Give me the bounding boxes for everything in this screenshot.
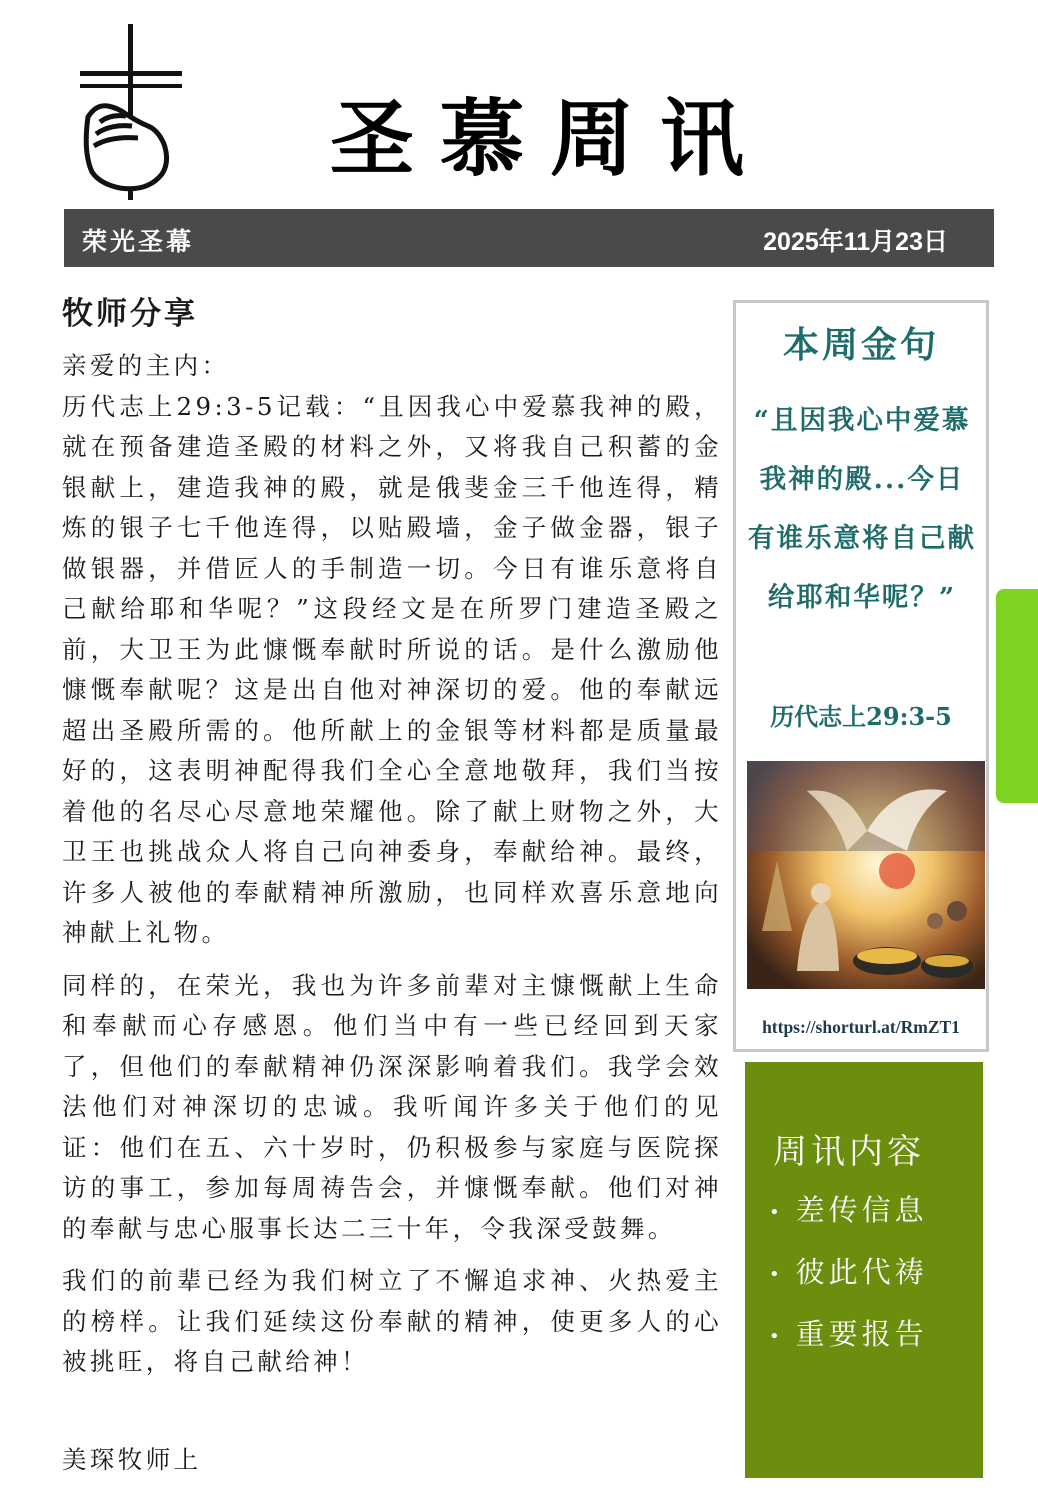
side-tab [996,589,1038,803]
article-paragraph: 历代志上29:3-5记载：“且因我心中爱慕我神的殿，就在预备建造圣殿的材料之外，又将我自己积蓄的金银献上，建造我神的殿，就是俄斐金三千他连得，精炼的银子七千他连得，以贴殿墙，金子做金器，银子做银器，并借匠人的手制造一切。今日有谁乐意将自己献给耶和华呢？”这段经文是在所罗门建造圣殿之前，大卫王为此慷慨奉献时所说的话。是什么激励他慷慨奉献呢？这是出自他对神深切的爱。他的奉献远超出圣殿所需的。他所献上的金银等材料都是质量最好的，这表明神配得我们全心全意地敬拜，我们当按着他的名尽心尽意地荣耀他。除了献上财物之外，大卫王也挑战众人将自己向神委身，奉献给神。最终，许多人被他的奉献精神所激励，也同样欢喜乐意地向神献上礼物。 [62,391,722,947]
weekly-verse-box [733,300,989,1052]
article-signature: 美琛牧师上 [62,1445,202,1474]
article-greeting: 亲爱的主内： [62,351,230,380]
contents-box [745,1062,983,1478]
contents-heading: 周讯内容 [773,1132,925,1172]
contents-item: • 重要报告 [769,1317,928,1351]
newsletter-title: 圣慕周讯 [330,89,771,188]
verse-heading: 本周金句 [782,324,939,366]
article-heading: 牧师分享 [62,296,198,332]
header-banner [64,209,994,267]
article-body [62,346,722,1395]
bullet-icon: • [769,1325,784,1347]
article-paragraph: 我们的前辈已经为我们树立了不懈追求神、火热爱主的榜样。让我们延续这份奉献的精神，使更多人的心被挑旺，将自己献给神！ [62,1266,722,1376]
article-paragraph: 同样的，在荣光，我也为许多前辈对主慷慨献上生命和奉献而心存感恩。他们当中有一些已经回到天家了，但他们的奉献精神仍深深影响着我们。我学会效法他们对神深切的忠诚。我听闻许多关于他们的见证：他们在五、六十岁时，仍积极参与家庭与医院探访的事工，参加每周祷告会，并慷慨奉献。他们对神的奉献与忠心服事长达二三十年，令我深受鼓舞。 [62,970,722,1243]
bullet-icon: • [769,1201,784,1223]
church-logo-icon [78,22,184,200]
verse-reference: 历代志上29:3-5 [770,702,952,731]
verse-link[interactable]: https://shorturl.at/RmZT1 [762,1017,960,1037]
church-name: 荣光圣幕 [82,227,195,256]
worship-illustration-image [747,761,985,989]
issue-date: 2025年11月23日 [763,228,948,256]
contents-item: • 彼此代祷 [769,1255,928,1289]
verse-text: “且因我心中爱慕我神的殿...今日有谁乐意将自己献给耶和华呢？” [748,405,976,613]
contents-list [769,1188,928,1374]
contents-item: • 差传信息 [769,1193,928,1227]
bullet-icon: • [769,1263,784,1285]
